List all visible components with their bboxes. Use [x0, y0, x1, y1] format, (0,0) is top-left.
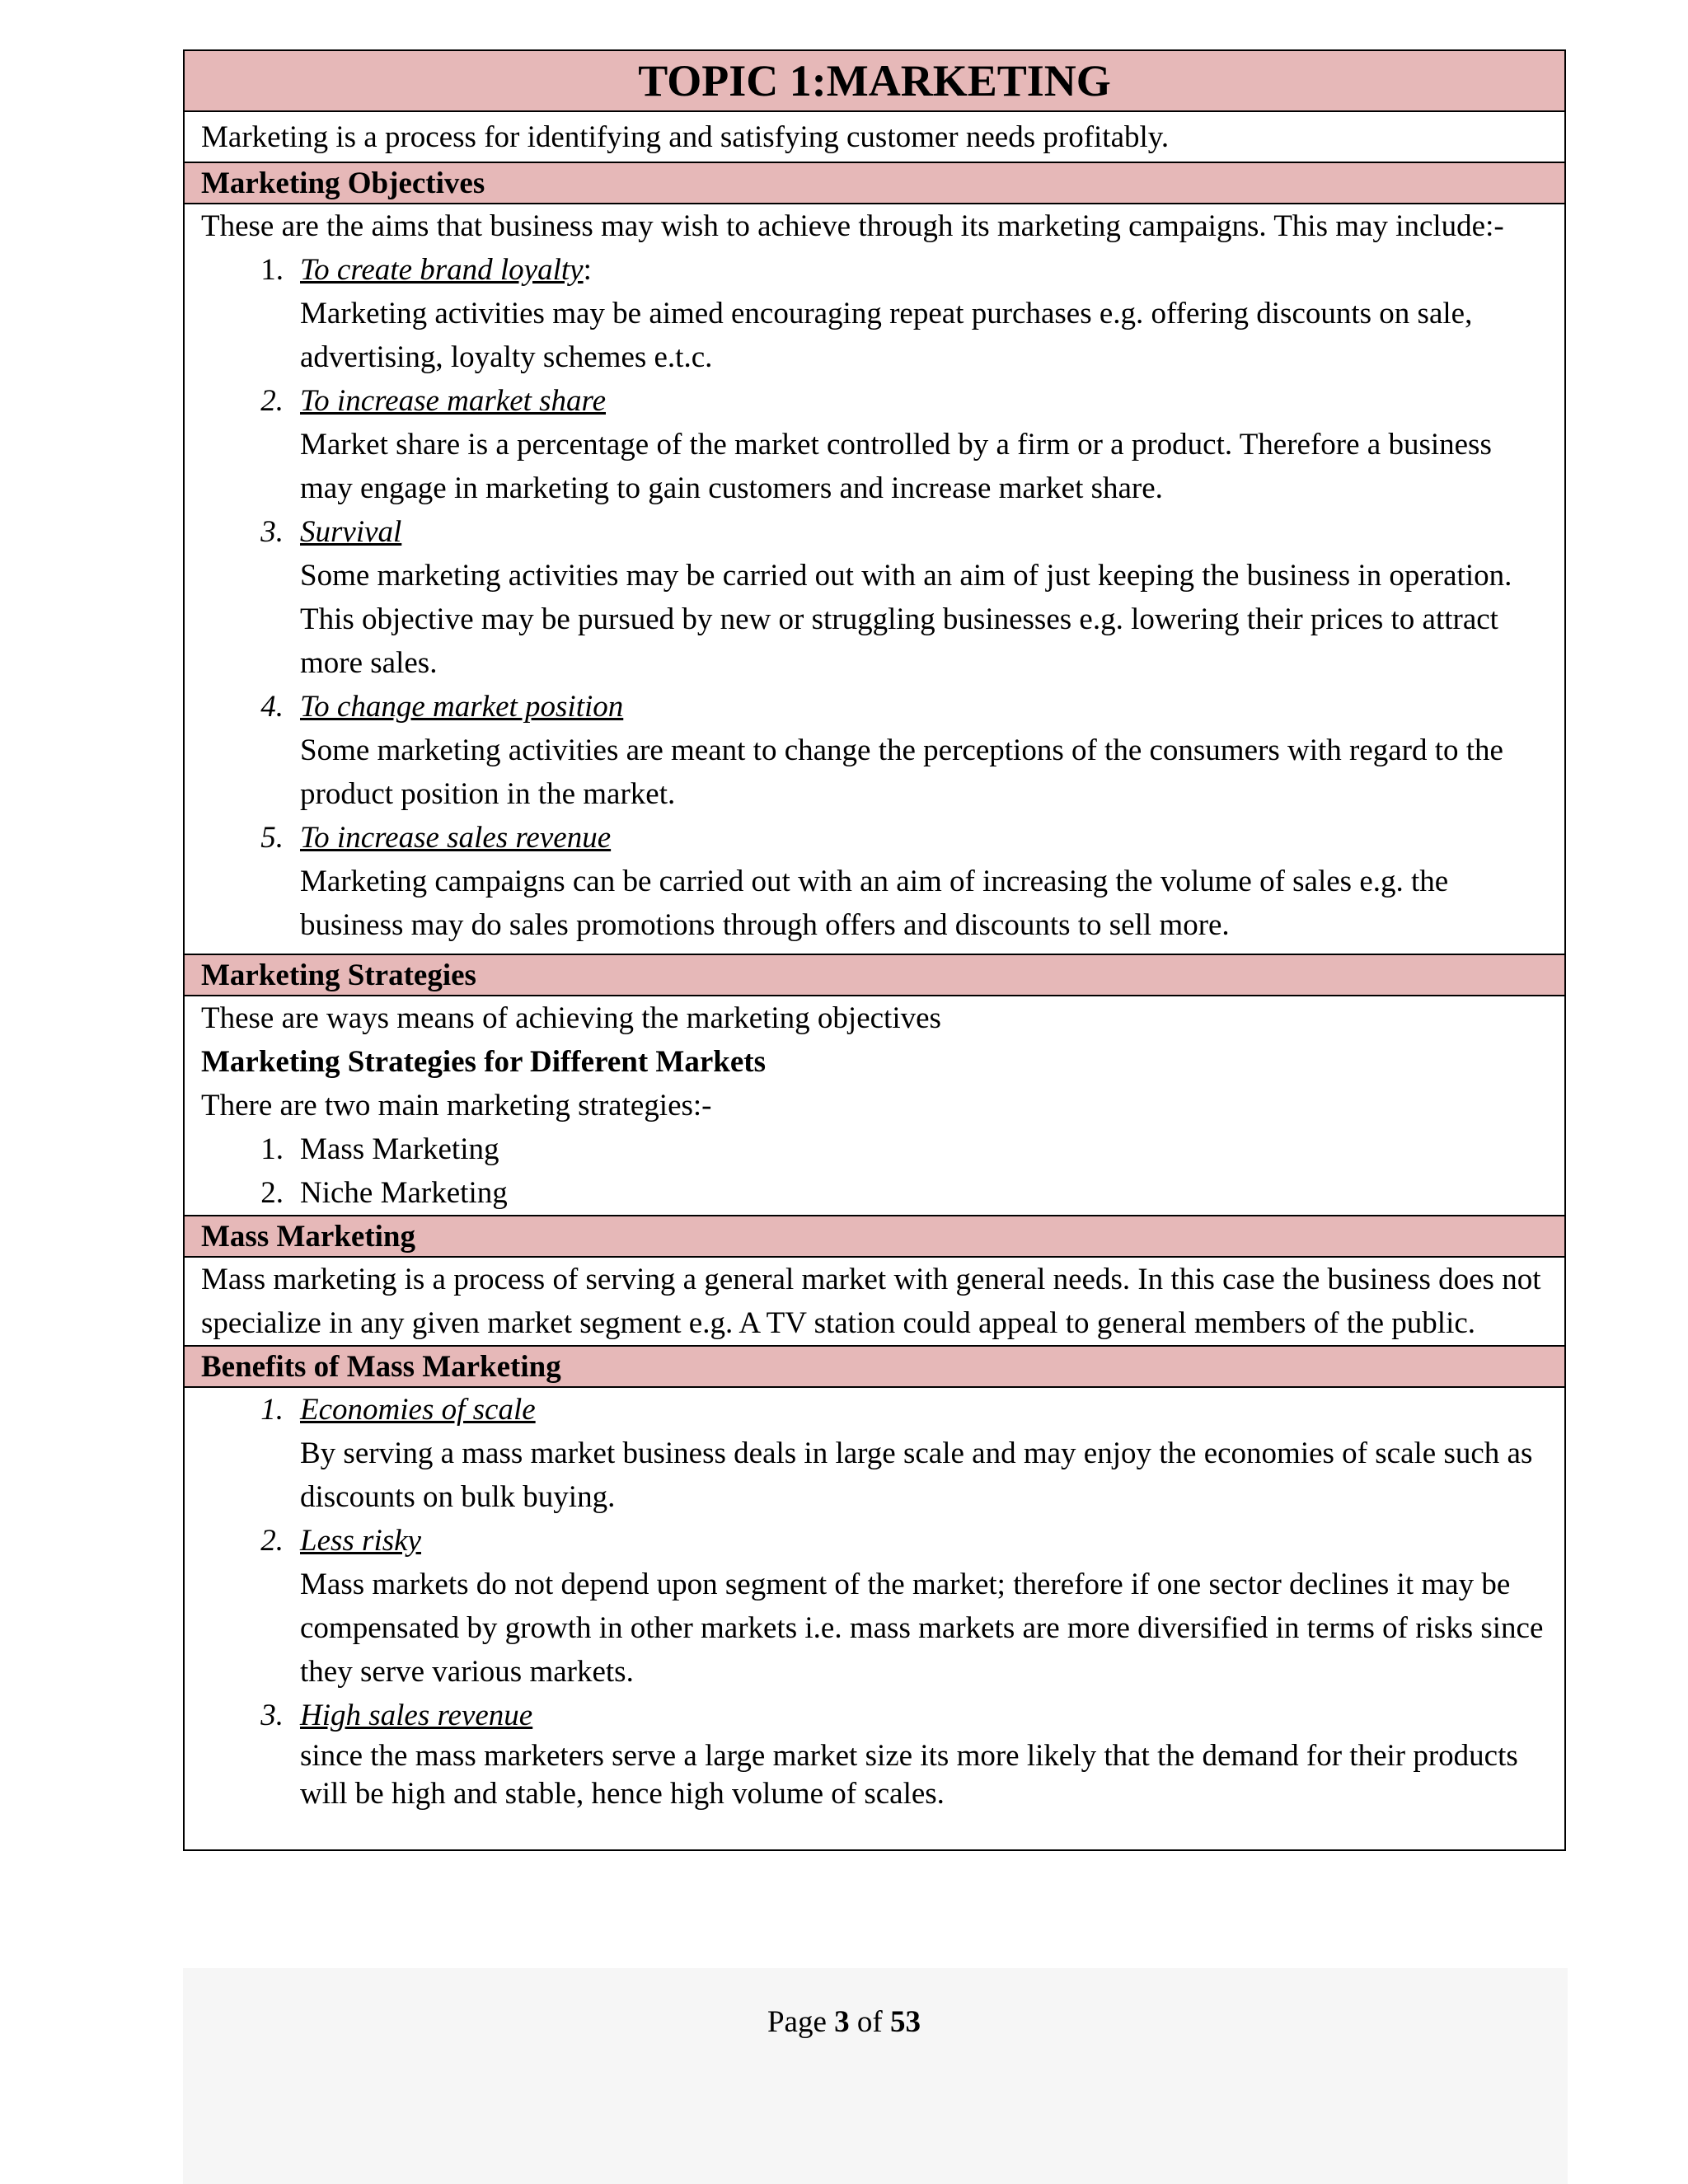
objectives-list	[201, 248, 1548, 947]
objective-text: Some marketing activities are meant to change the perceptions of the consumers with regard to the product position in the market.	[300, 733, 1503, 811]
objectives-body	[185, 204, 1564, 954]
objective-title: To increase sales revenue	[300, 821, 612, 855]
objective-item	[201, 510, 1548, 685]
objective-item	[201, 248, 1548, 379]
strategies-body	[185, 996, 1564, 1215]
strategies-lead: There are two main marketing strategies:-	[201, 1089, 712, 1122]
benefit-text: By serving a mass market business deals in large scale and may enjoy the economies of scale such as discounts on bulk buying.	[300, 1436, 1533, 1514]
item-number: 2.	[260, 384, 284, 418]
objective-suffix: :	[583, 253, 592, 287]
title-row	[185, 51, 1564, 112]
benefits-body	[185, 1388, 1564, 1849]
item-number: 1.	[260, 1132, 284, 1166]
item-number: 3.	[260, 1699, 284, 1732]
objective-item	[201, 379, 1548, 510]
content-table	[183, 49, 1566, 1851]
strategy-text: Niche Marketing	[300, 1176, 508, 1210]
benefit-title: High sales revenue	[300, 1699, 533, 1732]
item-number: 1.	[260, 253, 284, 287]
benefit-text: Mass markets do not depend upon segment of the market; therefore if one sector declines it may be compensated by growth in other markets i.e. mass markets are more diversified in terms of risks since they serve various markets.	[300, 1568, 1544, 1689]
footer-current-page: 3	[834, 2005, 850, 2039]
benefit-text: since the mass marketers serve a large market size its more likely that the demand for their products will be high and stable, hence high volume of scales.	[300, 1739, 1518, 1811]
footer-total-pages: 53	[890, 2005, 921, 2039]
benefit-item	[201, 1519, 1548, 1694]
mass-marketing-heading: Mass Marketing	[185, 1215, 1564, 1258]
item-number: 4.	[260, 690, 284, 724]
mass-marketing-text: Mass marketing is a process of serving a general market with general needs. In this case the business does not specialize in any given market segment e.g. A TV station could appeal to general members of the public.	[201, 1263, 1541, 1340]
benefit-title: Economies of scale	[300, 1393, 536, 1427]
item-number: 2.	[260, 1176, 284, 1210]
objective-title: Survival	[300, 515, 402, 549]
objective-item	[201, 816, 1548, 947]
objective-title: To create brand loyalty	[300, 253, 584, 287]
definition-row	[185, 112, 1564, 162]
benefits-heading: Benefits of Mass Marketing	[185, 1345, 1564, 1388]
strategy-item	[201, 1127, 1548, 1171]
strategies-list	[201, 1127, 1548, 1215]
item-number: 5.	[260, 821, 284, 855]
item-number: 2.	[260, 1524, 284, 1558]
mass-marketing-body	[185, 1258, 1564, 1345]
objective-text: Marketing campaigns can be carried out with an aim of increasing the volume of sales e.g. the business may do sales promotions through offers and discounts to sell more.	[300, 865, 1449, 942]
item-number: 1.	[260, 1393, 284, 1427]
page-title: TOPIC 1:MARKETING	[638, 56, 1111, 105]
item-number: 3.	[260, 515, 284, 549]
strategy-text: Mass Marketing	[300, 1132, 499, 1166]
strategies-subheading: Marketing Strategies for Different Markets	[201, 1045, 766, 1079]
page-footer	[0, 2004, 1688, 2040]
objective-text: Some marketing activities may be carried out with an aim of just keeping the business in operation. This objective may be pursued by new or struggling businesses e.g. lowering their prices to attract more sales.	[300, 559, 1512, 680]
page-bottom-shade	[183, 1968, 1568, 2184]
objectives-heading: Marketing Objectives	[185, 162, 1564, 204]
benefits-list	[201, 1388, 1548, 1813]
objective-title: To increase market share	[300, 384, 606, 418]
benefit-item	[201, 1388, 1548, 1519]
objective-title: To change market position	[300, 690, 624, 724]
benefit-item	[201, 1694, 1548, 1813]
footer-of: of	[856, 2005, 883, 2039]
footer-prefix: Page	[767, 2005, 827, 2039]
objectives-intro: These are the aims that business may wish to achieve through its marketing campaigns. This may include:-	[201, 209, 1504, 243]
objective-item	[201, 685, 1548, 816]
objective-text: Market share is a percentage of the market controlled by a firm or a product. Therefore a business may engage in marketing to gain customers and increase market share.	[300, 428, 1492, 505]
objective-text: Marketing activities may be aimed encouraging repeat purchases e.g. offering discounts on sale, advertising, loyalty schemes e.t.c.	[300, 297, 1473, 374]
definition-text: Marketing is a process for identifying and satisfying customer needs profitably.	[201, 120, 1170, 154]
benefit-title: Less risky	[300, 1524, 421, 1558]
strategies-heading: Marketing Strategies	[185, 954, 1564, 996]
strategy-item	[201, 1171, 1548, 1215]
strategies-intro: These are ways means of achieving the marketing objectives	[201, 1001, 941, 1035]
